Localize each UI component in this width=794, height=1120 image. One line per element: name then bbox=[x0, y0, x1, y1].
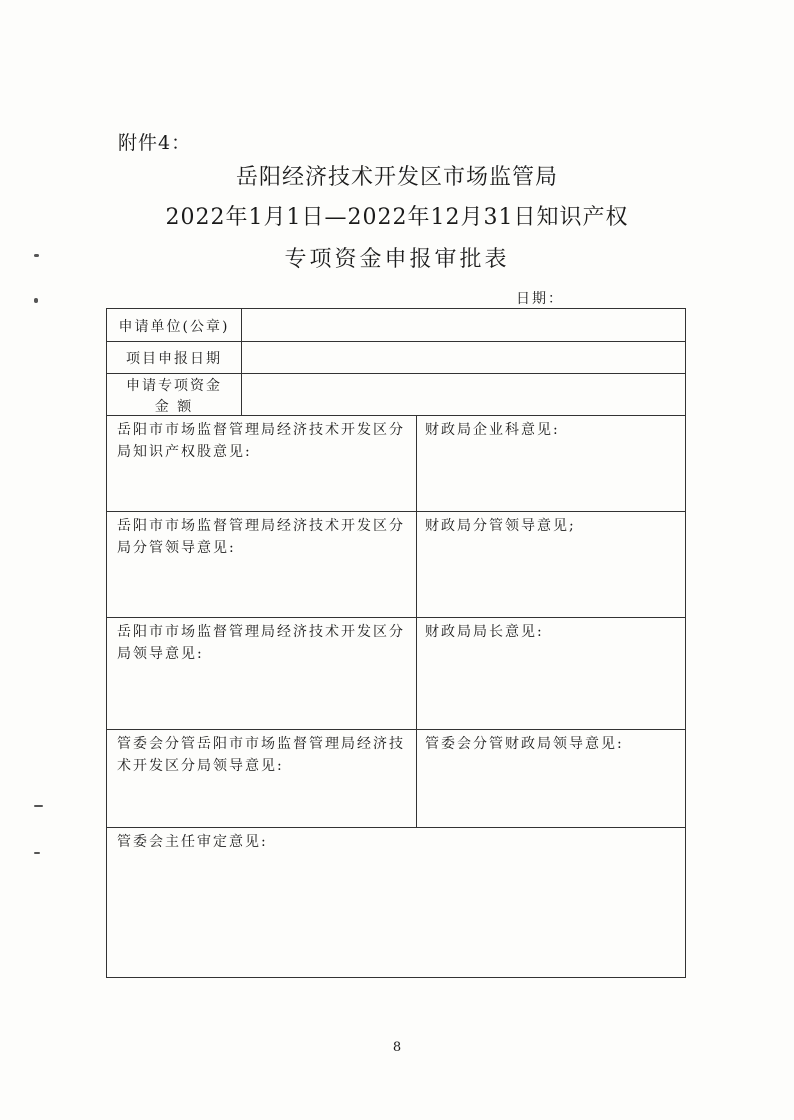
scan-mark bbox=[34, 298, 38, 303]
project-date-field[interactable] bbox=[243, 342, 683, 372]
committee-branch-opinion-label-line-2: 术开发区分局领导意见: bbox=[117, 758, 284, 774]
date-label: 日期： bbox=[516, 291, 564, 307]
row-divider bbox=[107, 617, 685, 618]
applicant-unit-label: 申请单位(公章) bbox=[118, 319, 230, 335]
title-line-1: 岳阳经济技术开发区市场监管局 bbox=[235, 165, 558, 190]
attachment-label: 附件4： bbox=[118, 132, 192, 154]
finance-director-opinion-label: 财政局局长意见: bbox=[425, 624, 544, 640]
committee-finance-opinion-label: 管委会分管财政局领导意见: bbox=[425, 736, 624, 752]
row-divider bbox=[107, 729, 685, 730]
label-column-divider bbox=[241, 309, 242, 415]
ip-section-opinion-label-line-1: 岳阳市市场监督管理局经济技术开发区分 bbox=[117, 422, 405, 438]
row-divider bbox=[107, 511, 685, 512]
finance-leader-opinion-label: 财政局分管领导意见; bbox=[425, 518, 576, 534]
amount-field[interactable] bbox=[243, 374, 683, 414]
page-number: 8 bbox=[392, 1040, 402, 1055]
branch-leader-opinion-label-line-1: 岳阳市市场监督管理局经济技术开发区分 bbox=[117, 518, 405, 534]
approval-form-table bbox=[106, 308, 686, 978]
amount-label-line-2: 金 额 bbox=[154, 399, 194, 415]
opinion-column-divider bbox=[416, 415, 417, 827]
ip-section-opinion-label-line-2: 局知识产权股意见: bbox=[117, 444, 252, 460]
branch-leader-opinion-label-line-2: 局分管领导意见: bbox=[117, 540, 236, 556]
finance-enterprise-opinion-label: 财政局企业科意见: bbox=[425, 422, 560, 438]
committee-branch-opinion-label-line-1: 管委会分管岳阳市市场监督管理局经济技 bbox=[117, 736, 405, 752]
applicant-unit-field[interactable] bbox=[243, 310, 683, 340]
title-line-3: 专项资金申报审批表 bbox=[284, 247, 510, 272]
project-date-label: 项目申报日期 bbox=[126, 351, 222, 367]
committee-director-opinion-label: 管委会主任审定意见: bbox=[117, 834, 268, 850]
amount-label-line-1: 申请专项资金 bbox=[126, 378, 222, 394]
branch-head-opinion-label-line-2: 局领导意见: bbox=[117, 646, 204, 662]
scan-mark bbox=[34, 805, 43, 807]
branch-head-opinion-label-line-1: 岳阳市市场监督管理局经济技术开发区分 bbox=[117, 624, 405, 640]
scan-mark bbox=[34, 852, 40, 854]
title-line-2: 2022年1月1日—2022年12月31日知识产权 bbox=[165, 205, 629, 230]
row-divider bbox=[107, 827, 685, 828]
